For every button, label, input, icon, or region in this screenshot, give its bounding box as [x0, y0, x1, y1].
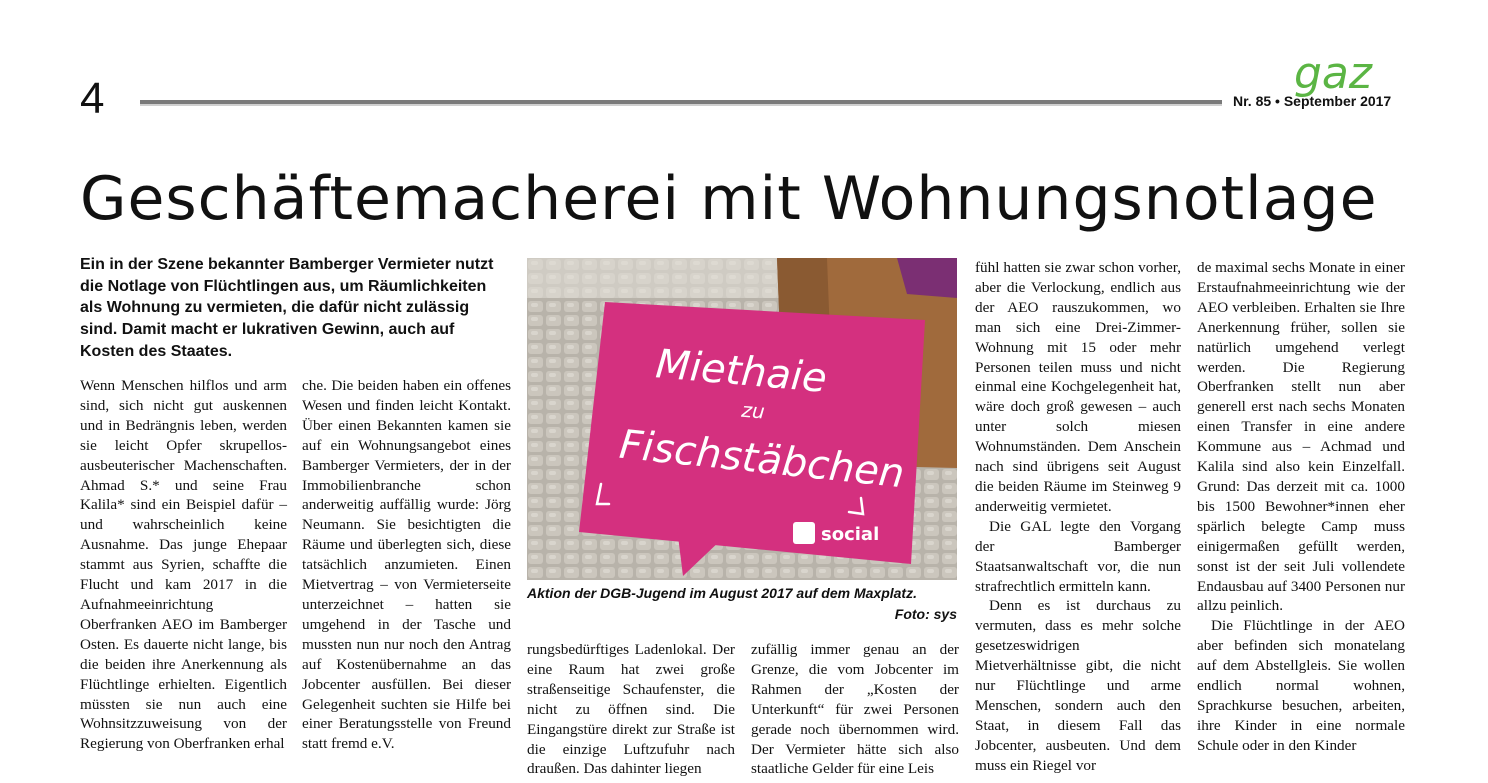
photo-caption: Aktion der DGB-Jugend im August 2017 auf dem Maxplatz. — [527, 585, 917, 601]
sign-text-2: zu — [740, 397, 766, 424]
paragraph: de maximal sechs Monate in einer Erstaufnahmeeinrichtung wie der AEO verbleiben. Erhalten sie Ihre Anerkennung früher, sollen sie natürlich umgehend verlegt werden. Die Regierung Oberfranken stellt nun aber generell erst nach sechs Monaten einen Transfer in eine andere Kommune aus – Achmad und Kalila sind also kein Einzelfall. Grund: Das derzeit mit ca. 1000 bis 1500 Bewohner*innen eher spärlich belegte Camp muss einigermaßen gefüllt werden, sonst ist der seit Juli vollendete Endausbau auf 3400 Personen nur allzu peinlich. — [1197, 259, 1405, 615]
issue-info: Nr. 85 • September 2017 — [1233, 93, 1392, 109]
column-5 — [975, 258, 1181, 783]
column-4 — [751, 640, 959, 783]
page-number: 4 — [80, 74, 105, 123]
brand-mark-icon — [793, 522, 815, 544]
headline: Geschäftemacherei mit Wohnungsnotlage — [80, 164, 1378, 234]
header-rule — [140, 100, 1222, 106]
paragraph: zufällig immer genau an der Grenze, die vom Jobcenter im Rahmen der „Kosten der Unterkunft“ für zwei Personen gerade noch übernommen wird. Der Vermieter hätte sich also staatliche Gelder für eine Leis — [751, 641, 959, 778]
paragraph: che. Die beiden haben ein offenes Wesen und finden leicht Kontakt. Über einen Bekannten kamen sie auf ein Wohnungsangebot eines Bamberger Vermieters, der in der Immobilienbranche schon anderweitig auffällig wurde: Jörg Neumann. Sie besichtigten die Räume und überlegten sich, diese tatsächlich anzumieten. Einen Mietvertrag – von Vermieterseite unterzeichnet – hatten sie umgehend in der Tasche und mussten nun nur noch den Antrag auf Kostenübernahme an das Jobcenter ausfüllen. Bei dieser Gelegenheit suchten sie Hilfe bei einer Beratungsstelle von Freund statt fremd e.V. — [302, 377, 511, 753]
photo-credit: Foto: sys — [894, 606, 957, 622]
sign-brand: social — [821, 524, 880, 545]
photo-illustration — [527, 258, 957, 580]
paragraph: Wenn Menschen hilflos und arm sind, sich nicht gut auskennen und in Bedrängnis leben, werden sie leicht Opfer skrupellos-ausbeuterischer Machenschaften. Ahmad S.* und seine Frau Kalila* sind ein Beispiel dafür – und wahrscheinlich keine Ausnahme. Das junge Ehepaar stammt aus Syrien, schaffte die Flucht und kam 2017 in die Aufnahmeeinrichtung Oberfranken AEO im Bamberger Osten. Es dauerte nicht lange, bis die beiden ihre Anerkennung als Flüchtlinge erhielten. Eigentlich müssten sie nun auch eine Wohnsitzzuweisung von der Regierung von Oberfranken erhal — [80, 377, 287, 753]
column-3 — [527, 640, 735, 783]
logo-text: gaz — [1294, 48, 1372, 99]
column-6 — [1197, 258, 1405, 783]
column-1 — [80, 376, 287, 783]
paragraph: Denn es ist durchaus zu vermuten, dass es mehr solche gesetzeswidrigen Mietverhältnisse gibt, die nicht nur Flüchtlinge und arme Menschen, sondern auch den Staat, in diesem Fall das Jobcenter, ausbeuten. Und dem muss ein Riegel vor — [975, 597, 1181, 774]
paragraph: Die Flüchtlinge in der AEO aber befinden sich monatelang auf dem Abstellgleis. Sie wollen endlich normal wohnen, Sprachkurse besuchen, arbeiten, ihre Kinder in eine normale Schule oder in den Kinder — [1197, 617, 1405, 754]
article-photo — [527, 258, 957, 580]
paragraph: Die GAL legte den Vorgang der Bamberger Staatsanwaltschaft vor, die nun strafrechtlich ermitteln kann. — [975, 517, 1181, 595]
lead-paragraph: Ein in der Szene bekannter Bamberger Vermieter nutzt die Notlage von Flüchtlingen aus, um Räumlichkeiten als Wohnung zu vermieten, die dafür nicht zulässig sind. Damit macht er lukrativen Gewinn, auch auf Kosten des Staates. — [80, 256, 494, 360]
paragraph: fühl hatten sie zwar schon vorher, aber die Verlockung, endlich aus der AEO rauszukommen, wo man sich eine Drei-Zimmer-Wohnung mit 15 oder mehr Personen teilen muss und nicht einmal eine Kochgelegenheit hat, wäre doch groß gewesen – auch unter solch miesen Wohnumständen. Dem Anschein nach sind übrigens seit August die beiden Räume im Steinweg 9 anderweitig vermietet. — [975, 259, 1181, 515]
sign-text-3: Fischstäbchen — [617, 421, 907, 498]
gaz-logo — [1288, 46, 1408, 106]
paragraph: rungsbedürftiges Ladenlokal. Der eine Raum hat zwei große straßenseitige Schaufenster, die nicht zu öffnen sind. Die Eingangstüre direkt zur Straße ist die einzige Luftzufuhr nach draußen. Das dahinter liegen — [527, 641, 735, 778]
column-2 — [302, 376, 511, 753]
sign-text-1: Miethaie — [653, 341, 829, 402]
